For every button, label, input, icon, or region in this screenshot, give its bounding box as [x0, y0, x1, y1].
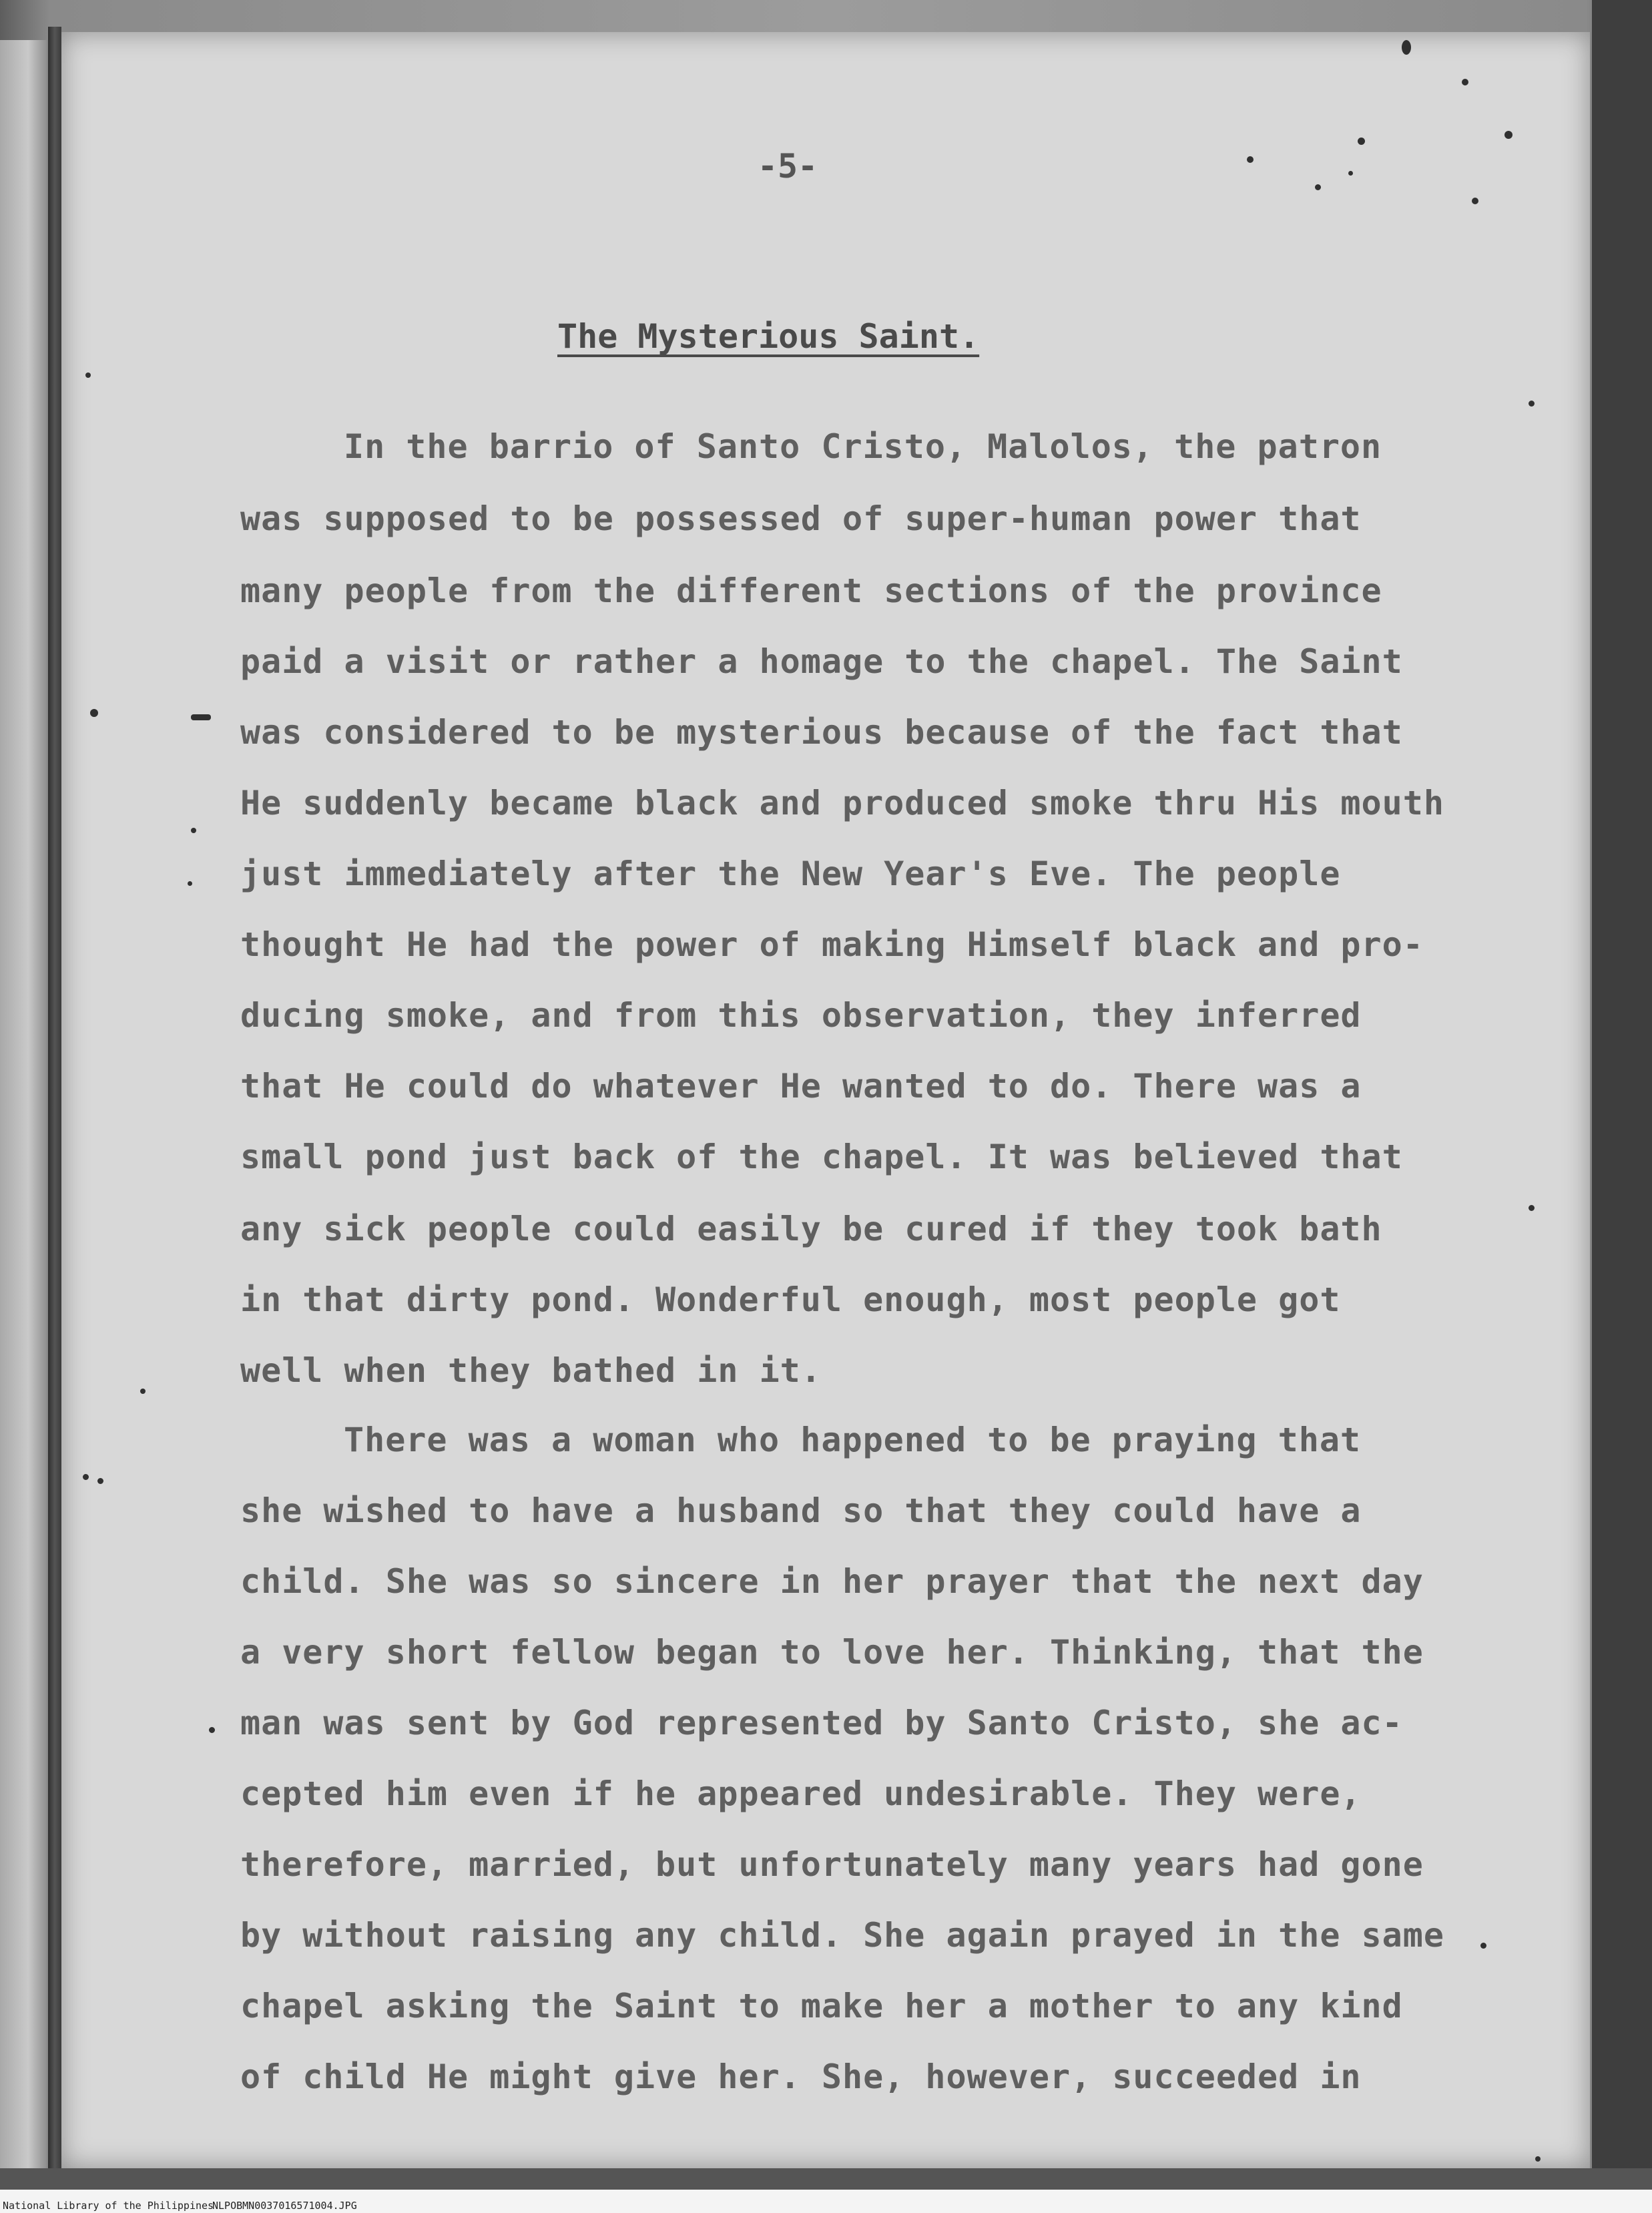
text-line: many people from the different sections of the province — [240, 571, 1382, 610]
dust-speck — [1529, 401, 1535, 407]
dust-speck — [1504, 131, 1512, 139]
text-line: that He could do whatever He wanted to do. There was a — [240, 1067, 1362, 1105]
text-line: well when they bathed in it. — [240, 1351, 822, 1390]
dust-speck — [1315, 184, 1321, 190]
dust-speck — [1472, 198, 1478, 204]
dust-speck — [1535, 2156, 1541, 2162]
text-line: child. She was so sincere in her prayer that the next day — [240, 1562, 1424, 1601]
text-line: any sick people could easily be cured if they took bath — [240, 1210, 1382, 1248]
text-line: was supposed to be possessed of super-human power that — [240, 499, 1362, 538]
footer-file-id: NLPOBMN0037016571004.JPG — [212, 2200, 357, 2212]
text-line: He suddenly became black and produced smoke thru His mouth — [240, 784, 1444, 822]
dust-speck — [140, 1389, 146, 1394]
footer-library: National Library of the Philippines — [3, 2200, 214, 2212]
left-page-edge — [0, 40, 47, 2176]
text-line: ducing smoke, and from this observation, they inferred — [240, 996, 1362, 1035]
text-line: In the barrio of Santo Cristo, Malolos, the patron — [344, 427, 1382, 466]
text-line: chapel asking the Saint to make her a mother to any kind — [240, 1987, 1403, 2025]
text-line: There was a woman who happened to be praying that — [344, 1421, 1362, 1459]
text-line: a very short fellow began to love her. Thinking, that the — [240, 1633, 1424, 1672]
text-line: she wished to have a husband so that they could have a — [240, 1491, 1362, 1530]
text-line: of child He might give her. She, however, succeeded in — [240, 2057, 1362, 2096]
text-line: small pond just back of the chapel. It was believed that — [240, 1138, 1403, 1176]
book-spine — [48, 27, 61, 2183]
text-line: just immediately after the New Year's Eve. The people — [240, 854, 1341, 893]
text-line: paid a visit or rather a homage to the chapel. The Saint — [240, 642, 1403, 681]
text-line: thought He had the power of making Himself black and pro- — [240, 925, 1424, 964]
text-line: therefore, married, but unfortunately many years had gone — [240, 1845, 1424, 1884]
dust-speck — [1358, 138, 1365, 145]
dust-speck — [1462, 79, 1468, 85]
dust-speck — [191, 828, 196, 833]
bottom-scan-border — [0, 2168, 1652, 2190]
dust-speck — [83, 1474, 89, 1480]
dust-speck — [97, 1478, 103, 1484]
dust-speck — [90, 709, 98, 717]
dust-speck — [188, 881, 192, 886]
dust-speck — [1247, 156, 1254, 163]
dust-speck — [209, 1727, 215, 1733]
text-line: was considered to be mysterious because of the fact that — [240, 713, 1403, 752]
story-title: The Mysterious Saint. — [557, 317, 980, 356]
dust-speck — [1402, 40, 1411, 55]
text-line: in that dirty pond. Wonderful enough, most people got — [240, 1280, 1341, 1319]
right-scan-border — [1592, 0, 1652, 2190]
dust-speck — [1480, 1943, 1486, 1949]
dust-speck — [1529, 1205, 1535, 1211]
dust-speck — [85, 373, 91, 378]
dust-speck — [1348, 171, 1353, 176]
dust-speck — [191, 714, 211, 720]
text-line: man was sent by God represented by Santo Cristo, she ac- — [240, 1704, 1403, 1742]
page-number: -5- — [757, 147, 818, 186]
text-line: cepted him even if he appeared undesirable. They were, — [240, 1774, 1362, 1813]
text-line: by without raising any child. She again prayed in the same — [240, 1916, 1444, 1955]
